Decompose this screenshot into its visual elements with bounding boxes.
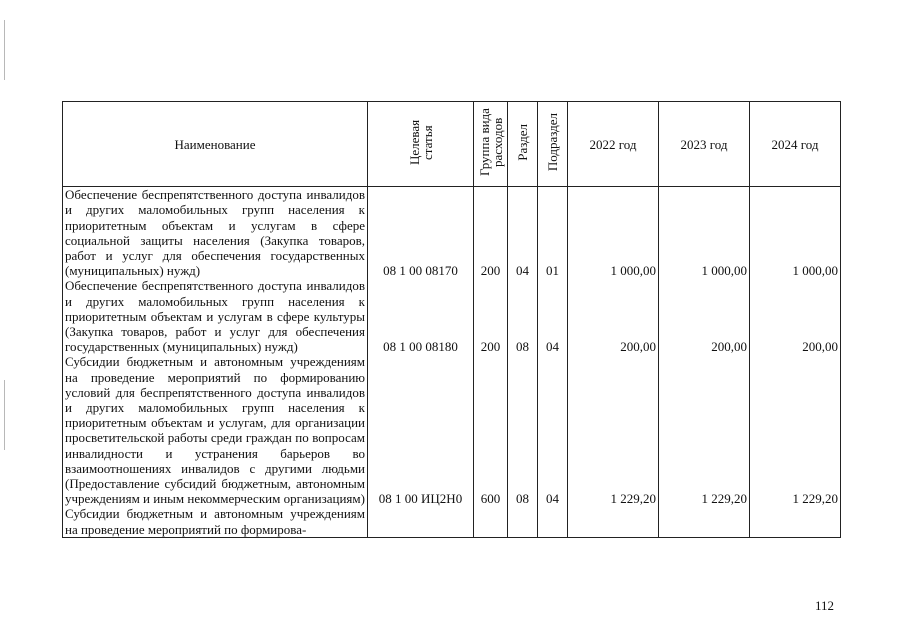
row-amount-2023: 1 000,00 [659,187,750,279]
header-section: Раздел [508,102,538,187]
row-target-article: 08 1 00 08180 [368,278,474,354]
row-target-article: 08 1 00 08170 [368,187,474,279]
header-subsection: Подраздел [538,102,568,187]
row-name: Субсидии бюджетным и автономным учреждениям на проведение мероприятий по формированию условий для беспрепятственного доступа инвалидов и других маломобильных групп населения к приоритетным объектам и услугам, для организации просветительской работы среди граждан по вопросам инвалидности и устранения барьеров во взаимоотношениях инвалидов с другими людьми (Предоставление субсидий бюджетным, автономным учреждениям и иным некоммерческим организациям) [63,354,368,506]
row-subsection: 04 [538,278,568,354]
header-target-article: Целевая статья [368,102,474,187]
row-name: Субсидии бюджетным и автономным учреждениям на проведение мероприятий по формирова- [63,506,368,537]
table-row [63,354,841,506]
row-name: Обеспечение беспрепятственного доступа инвалидов и других маломобильных групп населения к приоритетным объектам и услугам в сфере культуры (Закупка товаров, работ и услуг для обеспечения государственных (муниципальных) нужд) [63,278,368,354]
row-section [508,506,538,537]
table-row [63,187,841,279]
row-amount-2022: 200,00 [568,278,659,354]
header-name: Наименование [63,102,368,187]
row-expense-group: 600 [474,354,508,506]
row-amount-2024: 1 000,00 [750,187,841,279]
row-section: 08 [508,354,538,506]
scan-edge-mark [4,380,5,450]
row-subsection: 01 [538,187,568,279]
table-row [63,506,841,537]
row-amount-2022 [568,506,659,537]
row-amount-2023: 200,00 [659,278,750,354]
table-header-row [63,102,841,187]
row-amount-2023: 1 229,20 [659,354,750,506]
row-subsection [538,506,568,537]
row-expense-group: 200 [474,278,508,354]
table-row [63,278,841,354]
row-target-article: 08 1 00 ИЦ2Н0 [368,354,474,506]
budget-table [62,101,841,538]
header-2024: 2024 год [750,102,841,187]
row-amount-2024 [750,506,841,537]
header-2023: 2023 год [659,102,750,187]
page-number: 112 [815,598,835,613]
header-expense-group: Группа вида расходов [474,102,508,187]
row-expense-group: 200 [474,187,508,279]
row-subsection: 04 [538,354,568,506]
row-amount-2023 [659,506,750,537]
row-amount-2024: 1 229,20 [750,354,841,506]
row-target-article [368,506,474,537]
row-section: 04 [508,187,538,279]
row-section: 08 [508,278,538,354]
header-2022: 2022 год [568,102,659,187]
row-amount-2022: 1 229,20 [568,354,659,506]
row-amount-2024: 200,00 [750,278,841,354]
row-expense-group [474,506,508,537]
row-name: Обеспечение беспрепятственного доступа инвалидов и других маломобильных групп населения к приоритетным объектам и услугам в сфере социальной защиты населения (Закупка товаров, работ и услуг для обеспечения государственных (муниципальных) нужд) [63,187,368,279]
scan-edge-mark [4,20,5,80]
row-amount-2022: 1 000,00 [568,187,659,279]
